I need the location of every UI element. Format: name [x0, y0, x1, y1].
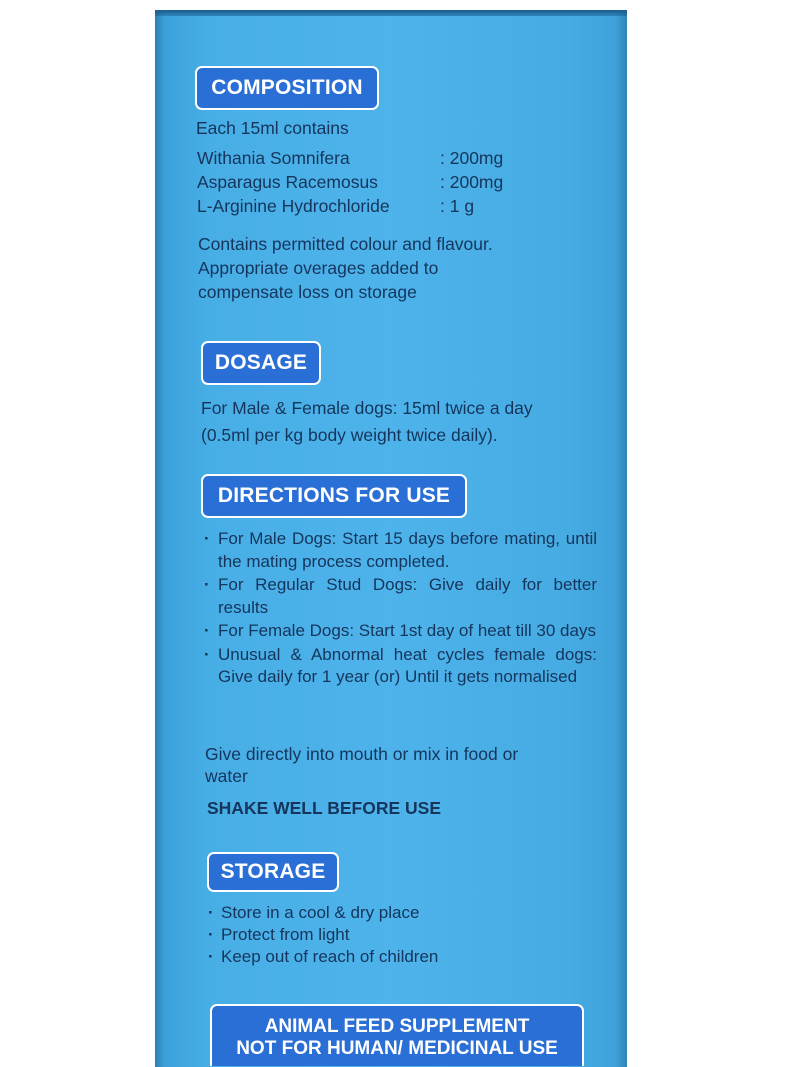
storage-list [207, 902, 567, 968]
ingredient-name: Asparagus Racemosus [197, 172, 378, 192]
directions-extra-line: water [205, 766, 248, 786]
list-item: · For Female Dogs: Start 1st day of heat till 30 days [202, 620, 597, 643]
shake-well-note: SHAKE WELL BEFORE USE [207, 798, 442, 818]
ingredient-amount: : 1 g [440, 196, 475, 216]
ingredient-name: L-Arginine Hydrochloride [197, 196, 390, 216]
composition-note-line: compensate loss on storage [198, 282, 417, 302]
directions-header: DIRECTIONS FOR USE [201, 474, 467, 518]
ingredient-amount: : 200mg [440, 172, 504, 192]
storage-header: STORAGE [207, 852, 339, 892]
directions-extra-line: Give directly into mouth or mix in food or [205, 744, 519, 764]
dosage-line: (0.5ml per kg body weight twice daily). [201, 425, 498, 445]
list-item: · For Regular Stud Dogs: Give daily for better results [202, 574, 597, 619]
carton-right-shadow [615, 12, 627, 1067]
list-item: · Keep out of reach of children [207, 946, 567, 968]
composition-intro: Each 15ml contains [196, 118, 349, 138]
dosage-header: DOSAGE [201, 341, 321, 385]
composition-header: COMPOSITION [195, 66, 379, 110]
directions-list [202, 528, 597, 690]
ingredient-name: Withania Somnifera [197, 148, 350, 168]
composition-note-line: Appropriate overages added to [198, 258, 439, 278]
carton-top-edge [155, 10, 627, 16]
list-item: · Protect from light [207, 924, 567, 946]
list-item: · Store in a cool & dry place [207, 902, 567, 924]
composition-note-line: Contains permitted colour and flavour. [198, 234, 493, 254]
ingredient-amount: : 200mg [440, 148, 504, 168]
carton-left-shadow [155, 12, 165, 1067]
banner-line: NOT FOR HUMAN/ MEDICINAL USE [236, 1038, 558, 1059]
list-item: · Unusual & Abnormal heat cycles female dogs: Give daily for 1 year (or) Until it gets normalised [202, 644, 597, 689]
dosage-line: For Male & Female dogs: 15ml twice a day [201, 398, 533, 418]
banner-line: ANIMAL FEED SUPPLEMENT [264, 1016, 530, 1037]
list-item: · For Male Dogs: Start 15 days before mating, until the mating process completed. [202, 528, 597, 573]
feed-supplement-banner [210, 1004, 584, 1066]
